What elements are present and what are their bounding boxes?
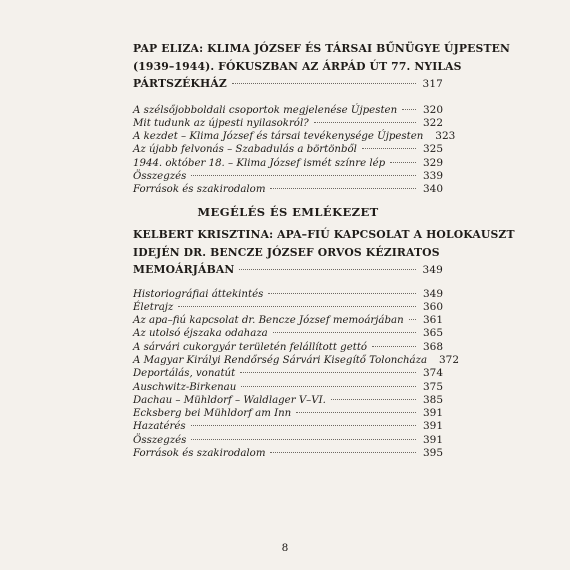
toc-entry-label: Források és szakirodalom [133, 184, 266, 196]
toc-entry-label: Összegzés [133, 434, 187, 446]
toc-entry-label: A kezdet – Klima József és társai tevékenysége Újpesten [133, 131, 424, 143]
dot-leader [390, 162, 416, 163]
toc-entry-page-number: 391 [422, 420, 443, 433]
toc-entry-page-number: 329 [422, 156, 443, 169]
dot-leader [270, 452, 416, 453]
toc-entry [133, 288, 443, 301]
dot-leader [191, 175, 416, 176]
toc-entry-label: Hazatérés [133, 421, 186, 433]
toc-entry [133, 367, 443, 380]
toc-entry-label: Az újabb felvonás – Szabadulás a börtönből [133, 144, 357, 156]
toc-entry-page-number: 360 [422, 300, 443, 313]
dot-leader [270, 188, 416, 189]
dot-leader [232, 83, 416, 84]
dot-leader [273, 332, 416, 333]
toc-entry [133, 170, 443, 183]
toc-entry [133, 301, 443, 314]
dot-leader [240, 372, 416, 373]
toc-entry [133, 394, 443, 407]
toc-entry-page-number: 391 [422, 407, 443, 420]
toc-entry-label: Auschwitz-Birkenau [133, 381, 237, 393]
dot-leader [268, 293, 416, 294]
toc-entry [133, 420, 443, 433]
toc-entry-label: 1944. október 18. – Klima József ismét színre lép [133, 157, 386, 169]
dot-leader [402, 109, 416, 110]
heading-line: MEMOÁRJÁBAN [133, 263, 235, 276]
toc-entry [133, 143, 443, 156]
dot-leader [314, 122, 416, 123]
dot-leader [191, 439, 416, 440]
toc-section-pap-eliza [133, 40, 511, 197]
toc-entry-page-number: 340 [422, 183, 443, 196]
heading-line: PÁRTSZÉKHÁZ [133, 77, 227, 90]
toc-entry-page-number: 349 [422, 287, 443, 300]
toc-entry-label: Az apa–fiú kapcsolat dr. Bencze József memoárjában [133, 315, 404, 327]
heading-line: IDEJÉN DR. BENCZE JÓZSEF ORVOS KÉZIRATOS [133, 245, 440, 259]
toc-entry-page-number: 322 [422, 116, 443, 129]
toc-entry-label: Az utolsó éjszaka odahaza [133, 328, 268, 340]
subsection-list [133, 287, 460, 461]
toc-entry [133, 183, 443, 196]
dot-leader [296, 412, 416, 413]
toc-entry-label: A szélsőjobboldali csoportok megjelenése Újpesten [133, 104, 398, 116]
toc-entry-page-number: 325 [422, 143, 443, 156]
toc-entry-page-number: 375 [422, 380, 443, 393]
toc-entry [133, 157, 443, 170]
toc-entry-page-number: 395 [422, 447, 443, 460]
chapter-heading [133, 40, 511, 94]
toc-entry-page-number: 372 [439, 353, 460, 366]
toc-entry [133, 104, 443, 117]
toc-entry-label: Életrajz [133, 301, 174, 313]
dot-leader [409, 319, 416, 320]
chapter-page-number: 317 [422, 78, 443, 90]
toc-entry-label: Deportálás, vonatút [133, 368, 236, 380]
dot-leader [239, 269, 416, 270]
dot-leader [331, 399, 416, 400]
toc-entry-label: Ecksberg bei Mühldorf am Inn [133, 408, 292, 420]
toc-entry [133, 117, 443, 130]
dot-leader [241, 386, 416, 387]
dot-leader [178, 306, 416, 307]
toc-entry-label: Mit tudunk az újpesti nyilasokról? [133, 117, 309, 129]
subsection-list [133, 103, 456, 197]
toc-entry-label: Historiográfiai áttekintés [133, 288, 264, 300]
toc-entry-label: Források és szakirodalom [133, 448, 266, 460]
dot-leader [362, 148, 416, 149]
chapter-page-number: 349 [422, 264, 443, 276]
toc-entry-page-number: 368 [422, 340, 443, 353]
toc-entry [133, 381, 443, 394]
toc-entry [133, 407, 443, 420]
dot-leader [191, 425, 416, 426]
toc-entry-page-number: 320 [422, 103, 443, 116]
chapter-heading [133, 226, 515, 280]
part-title: MEGÉLÉS ÉS EMLÉKEZET [197, 205, 379, 219]
toc-entry-page-number: 365 [422, 327, 443, 340]
toc-entry-page-number: 391 [422, 433, 443, 446]
toc-entry-page-number: 374 [422, 367, 443, 380]
dot-leader [372, 346, 416, 347]
toc-entry-label: Dachau – Mühldorf – Waldlager V–VI. [133, 394, 326, 406]
toc-entry-page-number: 339 [422, 169, 443, 182]
toc-entry-label: Összegzés [133, 170, 187, 182]
toc-entry [133, 314, 443, 327]
heading-line: KELBERT KRISZTINA: APA–FIÚ KAPCSOLAT A HOLOKAUSZT [133, 228, 515, 241]
toc-entry-label: A sárvári cukorgyár területén felállított gettó [133, 341, 368, 353]
heading-line: PAP ELIZA: KLIMA JÓZSEF ÉS TÁRSAI BŰNÜGYE ÚJPESTEN [133, 42, 511, 55]
toc-entry [133, 327, 443, 340]
toc-entry [133, 447, 443, 460]
toc-entry [133, 341, 443, 354]
heading-line: (1939–1944). FÓKUSZBAN AZ ÁRPÁD ÚT 77. NYILAS [133, 59, 462, 73]
toc-entry [133, 130, 456, 143]
toc-entry [133, 434, 443, 447]
toc-entry-page-number: 385 [422, 393, 443, 406]
toc-section-kelbert-krisztina [133, 226, 515, 460]
toc-entry-label: A Magyar Királyi Rendőrség Sárvári Kisegítő Toloncháza [133, 354, 428, 366]
toc-entry [133, 353, 460, 367]
toc-entry-page-number: 361 [422, 314, 443, 327]
page-number: 8 [281, 542, 289, 554]
toc-entry-page-number: 323 [435, 130, 456, 143]
